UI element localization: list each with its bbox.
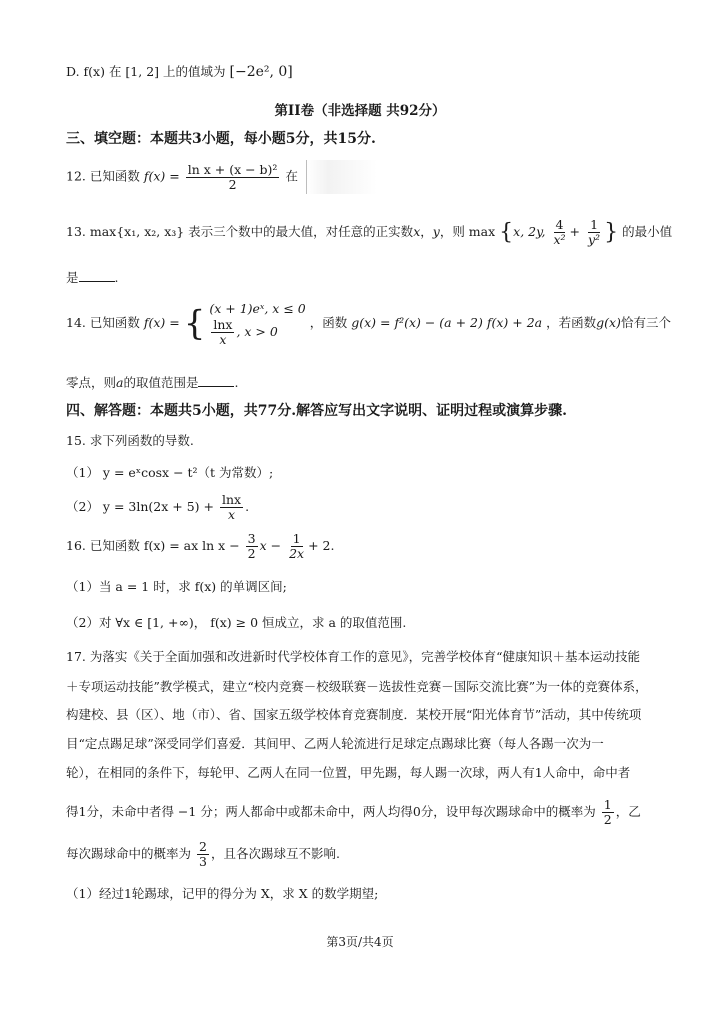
q13-frac1-den: x² bbox=[553, 231, 566, 247]
q16-frac1-den: 2 bbox=[247, 545, 256, 561]
q17-l6-frac bbox=[602, 798, 614, 827]
q14-lead: 14. 已知函数 bbox=[66, 314, 140, 330]
q13-text-c: 的最小值 bbox=[622, 223, 673, 239]
section3-heading: 三、填空题：本题共3小题，每小题5分，共15分. bbox=[66, 131, 376, 147]
q14-g2: g(x) bbox=[596, 314, 621, 330]
q17-part1: （1）经过1轮踢球，记甲的得分为 X，求 X 的数学期望; bbox=[66, 886, 379, 901]
q17-line5: 轮），在相同的条件下，每轮甲、乙两人在同一位置，甲先踢，每人踢一次球，两人有1人命中，命中者 bbox=[66, 765, 631, 780]
q14-a: a bbox=[116, 375, 124, 390]
q16-frac1 bbox=[246, 532, 258, 561]
q16-tail: + 2. bbox=[308, 537, 335, 553]
q14-text-d: 恰有三个 bbox=[620, 314, 671, 330]
q16-part2: （2）对 ∀x ∈ [1, +∞)， f(x) ≥ 0 恒成立，求 a 的取值范围. bbox=[66, 615, 407, 630]
q17-line7 bbox=[66, 840, 340, 869]
q13-frac2-den: y² bbox=[588, 231, 601, 247]
q15-p2-frac bbox=[220, 493, 243, 522]
q13-x: x bbox=[413, 223, 421, 239]
q16-mid: x − bbox=[259, 537, 282, 553]
q17-line2: ＋专项运动技能”教学模式，建立“校内竞赛－校级联赛－选拔性竞赛－国际交流比赛”为一体的竞赛体系， bbox=[66, 679, 648, 694]
q14-case1: (x + 1)eˣ, x ≤ 0 bbox=[209, 301, 306, 316]
q12-denominator: 2 bbox=[228, 176, 237, 192]
option-text: f(x) 在 [1, 2] 上的值域为 bbox=[83, 64, 226, 79]
q13-frac2-num: 1 bbox=[590, 217, 599, 232]
q13-plus: + bbox=[569, 223, 581, 239]
q16-frac2 bbox=[287, 532, 306, 561]
q12-numerator: ln x + (x − b)² bbox=[187, 161, 278, 177]
q12-cropped-region bbox=[306, 160, 377, 194]
q14-case2-tail: , x > 0 bbox=[236, 323, 278, 339]
q17-line3: 构建校、县（区）、地（市）、省、国家五级学校体育竞赛制度．某校开展“阳光体育节”活动，其中传统项 bbox=[66, 707, 642, 722]
q16-frac2-num: 1 bbox=[292, 531, 301, 546]
q13-text-b: ，则 max bbox=[439, 223, 496, 239]
q12-func: f(x) = bbox=[143, 168, 180, 184]
q14-func: f(x) = bbox=[143, 314, 180, 330]
q16-part1: （1）当 a = 1 时，求 f(x) 的单调区间; bbox=[66, 579, 287, 594]
q15-p2-tail: . bbox=[245, 498, 250, 514]
q13-frac1-num: 4 bbox=[555, 217, 564, 232]
q14-case2-num: lnx bbox=[213, 317, 233, 333]
q13-line2-text: 是 bbox=[66, 270, 79, 285]
q13-frac1 bbox=[551, 218, 567, 247]
q13-comma: ， bbox=[420, 223, 433, 239]
q15-title: 15. 求下列函数的导数. bbox=[66, 433, 194, 448]
q13-y: y bbox=[432, 223, 440, 239]
q13-set: x, 2y, bbox=[513, 223, 546, 239]
q14-piecewise-brace: { bbox=[183, 303, 206, 344]
q14-g: g(x) = f²(x) − (a + 2) f(x) + 2a bbox=[351, 314, 543, 330]
q14-line2b: 的取值范围是 bbox=[123, 375, 199, 390]
q13-answer-blank bbox=[79, 271, 115, 282]
section2-title: 第II卷（非选择题 共92分） bbox=[274, 103, 446, 119]
question-12 bbox=[66, 160, 377, 194]
q15-part1: （1） y = eˣcosx − t²（t 为常数）; bbox=[66, 465, 274, 480]
q16-title bbox=[66, 532, 334, 561]
q14-line2a: 零点，则 bbox=[66, 375, 117, 390]
q15-p2-den: x bbox=[228, 506, 236, 522]
q17-l7-den: 3 bbox=[199, 853, 207, 869]
q17-l6-text: 得1分，未命中者得 −1 分；两人都命中或都未命中，两人均得0分，设甲每次踢球命中的概率为 bbox=[66, 803, 596, 819]
q15-part2 bbox=[66, 493, 249, 522]
question-13 bbox=[66, 218, 672, 247]
q17-l7-text: 每次踢球命中的概率为 bbox=[66, 845, 192, 861]
q12-fraction bbox=[186, 163, 280, 192]
q14-line2: 零点，则a的取值范围是 . bbox=[66, 375, 239, 390]
q15-p2-num: lnx bbox=[221, 492, 242, 507]
q17-l7-frac bbox=[197, 840, 209, 869]
q16-title-a: 16. 已知函数 f(x) = ax ln x − bbox=[66, 537, 240, 553]
page-footer: 第3页/共4页 bbox=[326, 935, 394, 949]
q13-num: 13. bbox=[66, 223, 86, 239]
q14-case2-frac bbox=[211, 318, 234, 347]
q17-l6-tail: ，乙 bbox=[615, 803, 641, 819]
q17-l6-den: 2 bbox=[603, 811, 612, 827]
q17-line4: 目“定点踢足球”深受同学们喜爱．其间甲、乙两人轮流进行足球定点踢球比赛（每人各踢一次为一 bbox=[66, 736, 604, 751]
q13-frac2 bbox=[586, 218, 602, 247]
section4-heading: 四、解答题：本题共5小题，共77分.解答应写出文字说明、证明过程或演算步骤. bbox=[66, 403, 567, 419]
q14-text-b: ，函数 bbox=[309, 314, 348, 330]
q14-answer-blank bbox=[198, 376, 234, 387]
q14-text-c: ，若函数 bbox=[546, 314, 597, 330]
question-14 bbox=[66, 300, 671, 347]
q13-brace-close: } bbox=[604, 219, 619, 245]
option-d bbox=[66, 62, 293, 80]
q12-lead: 12. 已知函数 bbox=[66, 168, 140, 184]
q16-frac2-den: 2x bbox=[289, 545, 305, 561]
q17-line1: 17. 为落实《关于全面加强和改进新时代学校体育工作的意见》，完善学校体育“健康知识＋基本运动技能 bbox=[66, 649, 640, 664]
q15-p2-text: （2） y = 3ln(2x + 5) + bbox=[66, 498, 214, 514]
q13-brace-open: { bbox=[499, 219, 514, 245]
q17-l7-num: 2 bbox=[199, 839, 207, 854]
option-interval: [−2e², 0] bbox=[229, 64, 293, 80]
q17-l7-tail: ，且各次踢球互不影响. bbox=[210, 845, 340, 861]
option-label: D. bbox=[66, 64, 80, 79]
q12-tail: 在 bbox=[285, 168, 298, 184]
q13-text-a: max{x₁, x₂, x₃} 表示三个数中的最大值，对任意的正实数 bbox=[89, 223, 414, 239]
q14-case2-den: x bbox=[219, 331, 227, 347]
q17-line6 bbox=[66, 798, 641, 827]
q14-piecewise bbox=[209, 300, 305, 347]
q13-line2: 是 . bbox=[66, 270, 119, 285]
q17-l6-num: 1 bbox=[603, 797, 612, 812]
q16-frac1-num: 3 bbox=[247, 531, 256, 546]
q14-case2 bbox=[209, 318, 305, 347]
